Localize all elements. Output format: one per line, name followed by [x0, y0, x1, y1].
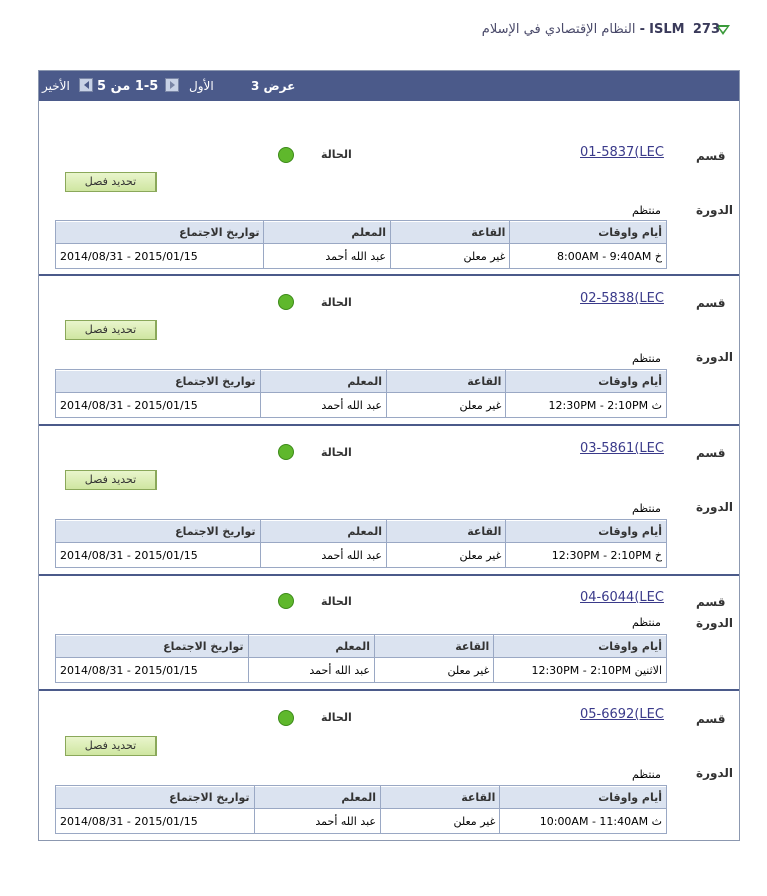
- class-section: [40, 101, 740, 275]
- select-class-button[interactable]: تحديد فصل: [65, 172, 157, 192]
- session-label: الدورة: [696, 500, 734, 514]
- room-cell: غير معلن: [375, 658, 494, 683]
- course-title: [420, 22, 720, 42]
- meeting-dates-cell: 2014/08/31 - 2015/01/15: [56, 658, 249, 683]
- status-open-icon: [278, 444, 294, 460]
- table-row: [56, 658, 667, 683]
- status-open-icon: [278, 147, 294, 163]
- table-row: [56, 543, 667, 568]
- class-section: [40, 276, 740, 424]
- section-link[interactable]: 03-5861(LEC: [580, 441, 664, 456]
- col-meeting-dates: تواريخ الاجتماع: [56, 370, 261, 393]
- col-room: القاعة: [386, 370, 505, 393]
- session-value: منتظم: [632, 204, 661, 217]
- col-instructor: المعلم: [260, 370, 386, 393]
- col-room: القاعة: [381, 786, 500, 809]
- status-label: الحالة: [321, 446, 352, 459]
- session-value: منتظم: [632, 616, 661, 629]
- meeting-table: [55, 519, 667, 568]
- col-meeting-dates: تواريخ الاجتماع: [56, 520, 261, 543]
- days-times-cell: خ 8:00AM - 9:40AM: [510, 244, 667, 269]
- room-cell: غير معلن: [386, 393, 505, 418]
- select-class-button[interactable]: تحديد فصل: [65, 320, 157, 340]
- session-label: الدورة: [696, 766, 734, 780]
- instructor-cell: عبد الله أحمد: [254, 809, 380, 834]
- section-label: قسم: [696, 296, 726, 310]
- session-label: الدورة: [696, 350, 734, 364]
- course-name: النظام الإقتصادي في الإسلام: [481, 22, 636, 37]
- status-label: الحالة: [321, 148, 352, 161]
- col-days-times: أيام واوقات: [510, 221, 667, 244]
- next-arrow-icon[interactable]: [79, 78, 93, 92]
- meeting-table: [55, 369, 667, 418]
- status-open-icon: [278, 294, 294, 310]
- col-room: القاعة: [375, 635, 494, 658]
- course-number: 273: [692, 22, 720, 37]
- class-section: [40, 576, 740, 690]
- status-label: الحالة: [321, 711, 352, 724]
- meeting-table: [55, 220, 667, 269]
- section-label: قسم: [696, 446, 726, 460]
- nav-first-link[interactable]: الأول: [189, 79, 214, 93]
- days-times-cell: خ 12:30PM - 2:10PM: [506, 543, 667, 568]
- section-link[interactable]: 05-6692(LEC: [580, 707, 664, 722]
- class-section: [40, 426, 740, 574]
- room-cell: غير معلن: [381, 809, 500, 834]
- room-cell: غير معلن: [390, 244, 509, 269]
- nav-view-link[interactable]: عرض 3: [251, 79, 296, 93]
- section-label: قسم: [696, 149, 726, 163]
- course-code: ISLM: [649, 22, 685, 37]
- nav-range: 1-5 من 5: [97, 79, 159, 94]
- col-instructor: المعلم: [264, 221, 391, 244]
- col-meeting-dates: تواريخ الاجتماع: [56, 635, 249, 658]
- instructor-cell: عبد الله أحمد: [260, 393, 386, 418]
- col-days-times: أيام واوقات: [506, 520, 667, 543]
- col-days-times: أيام واوقات: [500, 786, 667, 809]
- session-value: منتظم: [632, 352, 661, 365]
- status-open-icon: [278, 710, 294, 726]
- section-label: قسم: [696, 595, 726, 609]
- session-label: الدورة: [696, 616, 734, 630]
- status-open-icon: [278, 593, 294, 609]
- status-label: الحالة: [321, 595, 352, 608]
- section-link[interactable]: 02-5838(LEC: [580, 291, 664, 306]
- select-class-button[interactable]: تحديد فصل: [65, 736, 157, 756]
- table-row: [56, 809, 667, 834]
- col-instructor: المعلم: [260, 520, 386, 543]
- section-link[interactable]: 01-5837(LEC: [580, 145, 664, 160]
- col-meeting-dates: تواريخ الاجتماع: [56, 786, 255, 809]
- table-row: [56, 244, 667, 269]
- col-meeting-dates: تواريخ الاجتماع: [56, 221, 264, 244]
- grid-navigation-bar: [39, 71, 739, 101]
- sections-grid: [38, 70, 740, 841]
- meeting-table: [55, 785, 667, 834]
- days-times-cell: ث 10:00AM - 11:40AM: [500, 809, 667, 834]
- instructor-cell: عبد الله أحمد: [248, 658, 374, 683]
- col-instructor: المعلم: [254, 786, 380, 809]
- class-section: [40, 691, 740, 841]
- col-room: القاعة: [390, 221, 509, 244]
- instructor-cell: عبد الله أحمد: [264, 244, 391, 269]
- session-value: منتظم: [632, 502, 661, 515]
- meeting-dates-cell: 2014/08/31 - 2015/01/15: [56, 393, 261, 418]
- col-days-times: أيام واوقات: [494, 635, 667, 658]
- col-room: القاعة: [387, 520, 506, 543]
- days-times-cell: ث 12:30PM - 2:10PM: [506, 393, 667, 418]
- nav-last-link[interactable]: الأخير: [42, 79, 70, 93]
- select-class-button[interactable]: تحديد فصل: [65, 470, 157, 490]
- session-label: الدورة: [696, 203, 734, 217]
- meeting-table: [55, 634, 667, 683]
- previous-arrow-icon[interactable]: [165, 78, 179, 92]
- days-times-cell: الاثنين 12:30PM - 2:10PM: [494, 658, 667, 683]
- status-label: الحالة: [321, 296, 352, 309]
- section-link[interactable]: 04-6044(LEC: [580, 590, 664, 605]
- col-days-times: أيام واوقات: [506, 370, 667, 393]
- section-label: قسم: [696, 712, 726, 726]
- room-cell: غير معلن: [387, 543, 506, 568]
- meeting-dates-cell: 2014/08/31 - 2015/01/15: [56, 244, 264, 269]
- course-separator: -: [639, 22, 646, 37]
- meeting-dates-cell: 2014/08/31 - 2015/01/15: [56, 809, 255, 834]
- session-value: منتظم: [632, 768, 661, 781]
- meeting-dates-cell: 2014/08/31 - 2015/01/15: [56, 543, 261, 568]
- col-instructor: المعلم: [248, 635, 374, 658]
- instructor-cell: عبد الله أحمد: [260, 543, 386, 568]
- table-row: [56, 393, 667, 418]
